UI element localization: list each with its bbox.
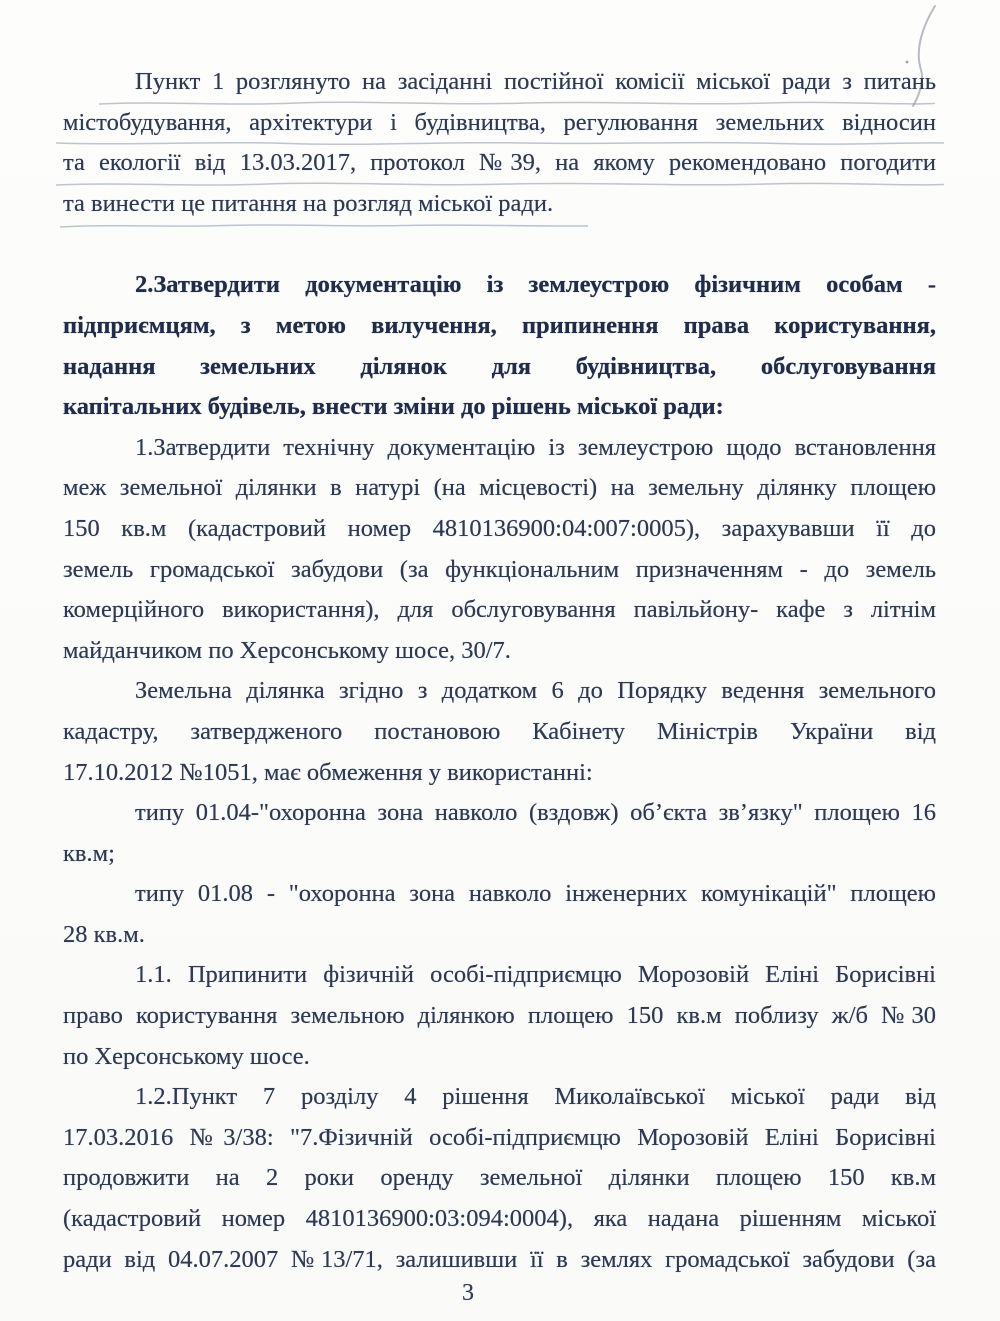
document-body bbox=[63, 62, 936, 1280]
text-line: Пункт 1 розглянуто на засіданні постійної комісії міської ради з питань bbox=[135, 68, 936, 95]
text-line: 1.Затвердити технічну документацію із землеустрою щодо встановлення bbox=[135, 433, 936, 461]
text-line: ради від 04.07.2007 №13/71, залишивши її в землях громадської забудови (за bbox=[63, 1245, 936, 1273]
paragraph-7 bbox=[63, 955, 936, 1077]
text-line: 17.03.2016 №3/38: "7.Фізичній особі-підприємцю Морозовій Еліні Борисівні bbox=[63, 1123, 936, 1151]
text-line: по Херсонському шосе. bbox=[63, 1042, 310, 1070]
page-number: 3 bbox=[462, 1280, 474, 1306]
text-line: 1.1. Припинити фізичній особі-підприємцю Морозовій Еліні Борисівні bbox=[135, 961, 936, 989]
text-line: 1.2.Пункт 7 розділу 4 рішення Миколаївської міської ради від bbox=[135, 1083, 936, 1111]
text-line: та винести це питання на розгляд міської ради. bbox=[63, 189, 554, 217]
text-line: типу 01.08 - "охоронна зона навколо інженерних комунікацій" площею bbox=[135, 880, 936, 908]
paragraph-3 bbox=[63, 428, 936, 672]
text-line: кадастру, затвердженого постановою Кабінету Міністрів України від bbox=[63, 717, 936, 745]
text-line: Земельна ділянка згідно з додатком 6 до Порядку ведення земельного bbox=[135, 677, 936, 705]
paragraph-2 bbox=[63, 265, 936, 427]
text-line: право користування земельною ділянкою площею 150 кв.м поблизу ж/б №30 bbox=[63, 1002, 936, 1030]
text-line: кв.м; bbox=[63, 839, 115, 867]
text-line: 150 кв.м (кадастровий номер 4810136900:04:007:0005), зарахувавши її до bbox=[63, 514, 936, 542]
paragraph-8 bbox=[63, 1077, 936, 1280]
text-line: 28 кв.м. bbox=[63, 920, 145, 948]
text-line: комерційного використання), для обслуговування павільйону- кафе з літнім bbox=[63, 596, 936, 624]
text-line: меж земельної ділянки в натурі (на місцевості) на земельну ділянку площею bbox=[63, 474, 936, 502]
paragraph-4 bbox=[63, 671, 936, 793]
text-line: земель громадської забудови (за функціональним призначенням - до земель bbox=[63, 555, 936, 583]
text-line: містобудування, архітектури і будівництва, регулювання земельних відносин bbox=[63, 108, 936, 136]
text-line: (кадастровий номер 4810136900:03:094:0004), яка надана рішенням міської bbox=[63, 1205, 936, 1233]
text-line: підприємцям, з метою вилучення, припинення права користування, bbox=[63, 311, 936, 339]
text-line: надання земельних ділянок для будівництва, обслуговування bbox=[63, 352, 936, 380]
text-line: 17.10.2012 №1051, має обмеження у використанні: bbox=[63, 758, 593, 786]
paragraph-5 bbox=[63, 793, 936, 874]
text-line: капітальних будівель, внести зміни до рішень міської ради: bbox=[63, 393, 724, 421]
text-line: продовжити на 2 роки оренду земельної ділянки площею 150 кв.м bbox=[63, 1164, 936, 1192]
text-line: типу 01.04-"охоронна зона навколо (вздовж) об’єкта зв’язку" площею 16 bbox=[135, 799, 936, 827]
paragraph-6 bbox=[63, 874, 936, 955]
text-line: та екології від 13.03.2017, протокол №39, на якому рекомендовано погодити bbox=[63, 149, 936, 177]
paragraph-1 bbox=[63, 62, 936, 224]
text-line: майданчиком по Херсонському шосе, 30/7. bbox=[63, 636, 511, 664]
text-line: 2.Затвердити документацію із землеустрою фізичним особам - bbox=[135, 271, 936, 299]
